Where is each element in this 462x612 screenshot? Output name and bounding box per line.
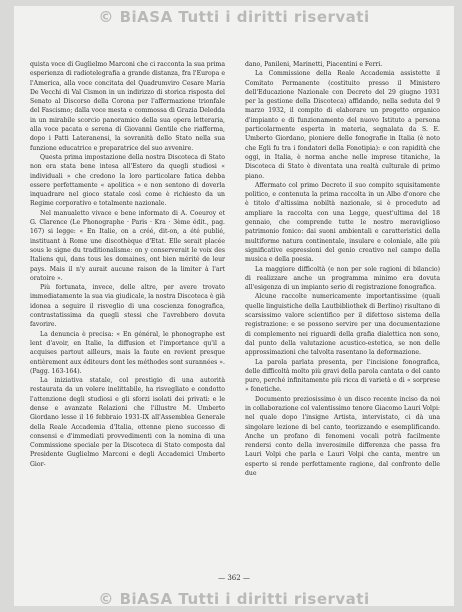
paragraph: Nel manualetto vivace e bene informato di A. Coeuroy et G. Clarence (Le Phonographe · Paris · Kra · 3ème édit., pag. 167) si legge: « En Italie, on a créé, dit-on, a été publié, instituant à Rome une discothèque d'Etat. Elle serait placée sous le signe du traditionalisme: on y conserverait le voix des Italiens qui, dans tous les domaines, ont bien mérité de leur pays. Mais il n'y aurait aucune raison de la limiter à l'art oratoire ». xyxy=(30,209,225,282)
page-number: — 362 — xyxy=(218,574,250,582)
paragraph: La maggiore difficoltà (e non per sole ragioni di bilancio) di realizzare anche un programma minimo era dovuta all'esigenza di un impianto serio di registrazione fonografica. xyxy=(245,265,440,292)
paragraph: dano, Panileni, Marinetti, Piacentini e Ferri. xyxy=(245,61,383,68)
paragraph: Più fortunata, invece, delle altre, per avere trovato immediatamente la sua via giudicale, la nostra Discoteca è già idonea a seguire il risveglio di una coscienza fonografica, contrastatissima da quegli stessi che l'avrebbero dovuta favorire. xyxy=(30,284,225,329)
paragraph: La parola parlata presenta, per l'incisione fonografica, delle difficoltà molto più gravi della parola cantata o del canto puro, perché infinitamente più ricca di varietà e di « sorprese » fonetiche. xyxy=(245,358,440,394)
paragraph: La Commissione della Reale Accademia assistette il Comitato Permanente (costituito presso il Ministero dell'Educazione Nazionale con Decreto del 29 giugno 1931 per la gestione della Discoteca) affidando, nella seduta del 9 marzo 1932, il compito di elaborare un progetto organico d'impianto e di funzionamento del nuovo Istituto a persona particolarmente esperta in materia, segnalata da S. E. Umberto Giordano, pioniere delle fonografie in Italia (è noto che Egli fu tra i fondatori della Fonotipia): e con rapidità che oggi, in Italia, è norma anche nelle imprese titaniche, la Discoteca di Stato è diventata una realtà culturale di primo piano. xyxy=(245,70,440,180)
left-column xyxy=(30,60,225,478)
paragraph: La denuncia è precisa: « En général, le phonographe est lent d'avoir, en Italie, la diffusion et l'importance qu'il a acquises partout ailleurs, mais la faute en revient presque entièrement aux éditeurs dont les méthodes sont surannées ». (Pagg. 163-164). xyxy=(30,330,225,375)
paragraph: Documento preziosissimo è un disco recente inciso da noi in collaborazione col valentissimo tenore Giacomo Lauri Volpi: nel quale dopo l'insigne Artista, intervistato, ci dà una singolare lezione di bel canto, teorizzando e esemplificando. Anche un profano di fenomeni vocali potrà facilmente rendersi conto della inverosimile differenza che passa fra Lauri Volpi che parla e Lauri Volpi che canta, mentre un esperto si rende perfettamente ragione, dal confronto delle due xyxy=(245,395,440,478)
paragraph: Questa prima impostazione della nostra Discoteca di Stato non era stata bene intesa all'Estero da quegli studiosi « individuali » che credono la loro particolare fatica debba essere perfettamente « apolitica » e non sentono di doverla inquadrare nel gioco statale così come è richiesto da un Regime corporativo e totalmente nazionale. xyxy=(30,153,225,208)
watermark-top: © BiASA Tutti i diritti riservati xyxy=(98,8,370,26)
watermark-bottom: © BiASA Tutti i diritti riservati xyxy=(98,590,370,606)
right-column xyxy=(245,60,440,478)
paragraph: quista voce di Guglielmo Marconi che ci racconta la sua prima esperienza di radiotelegrafia a grande distanza, fra l'Europa e l'America, alla voce concitata del Quadrumviro Cesare Maria De Vecchi di Val Cismon in un indirizzo di storica risposta del Senato al Discorso della Corona per l'affermazione trionfale del Fascismo; dalla voce mesta e commossa di Grazia Deledda in un mirabile scorcio panoramico della sua opera letteraria, alla voce pacata e serena di Giovanni Gentile che riafferma, dopo i Patti Lateranensi, la sovranità dello Stato nella sua funzione educatrice e preparatrice del suo avvenire. xyxy=(30,61,225,152)
paragraph: Affermato col primo Decreto il suo compito squisitamente politico, e contenuta la prima raccolta in un Albo d'onore che è titolo d'altissima nobiltà nazionale, si è proceduto ad ampliare la raccolta con una Legge, quest'ultima del 18 gennaio, che comprende tutte le nostro meraviglioso patrimonio fonico: dai suoni ambientali e caratteristici della multiforme natura continentale, insulare e coloniale, alle più significative espressioni del genio creativo nel campo della musica e della poesia. xyxy=(245,181,440,264)
text-columns xyxy=(30,60,440,478)
document-page xyxy=(14,6,454,606)
paragraph: La iniziativa statale, col prestigio di una autorità restaurata da un volere inelittabile, ha risvegliato e condotto l'attenzione degli studiosi e gli sforzi isolati dei privati: e le dense e avanzate Relazioni che l'illustre M. Umberto Giordano lesse il 16 febbraio 1931-IX all'Assemblea Generale della Reale Accademia d'Italia, ottenne pieno successo di consensi e d'immediati provvedimenti con la nomina di una Commissione speciale per la Discoteca di Stato composta dal Presidente Guglielmo Marconi e degli Accademici Umberto Gior- xyxy=(30,377,225,468)
paragraph: Alcune raccolte numericamente importantissime (quali quelle linguistiche della Lautbibliothek di Berlino) risultano di scarsissimo valore scientifico per il difettoso sistema della registrazione: e se possono servire per una documentazione di complemento nei riguardi della grafia dialettica non sono, dal punto della valutazione acustico-estetica, se non delle approssimazioni che talvolta rasentano la deformazione. xyxy=(245,293,440,357)
